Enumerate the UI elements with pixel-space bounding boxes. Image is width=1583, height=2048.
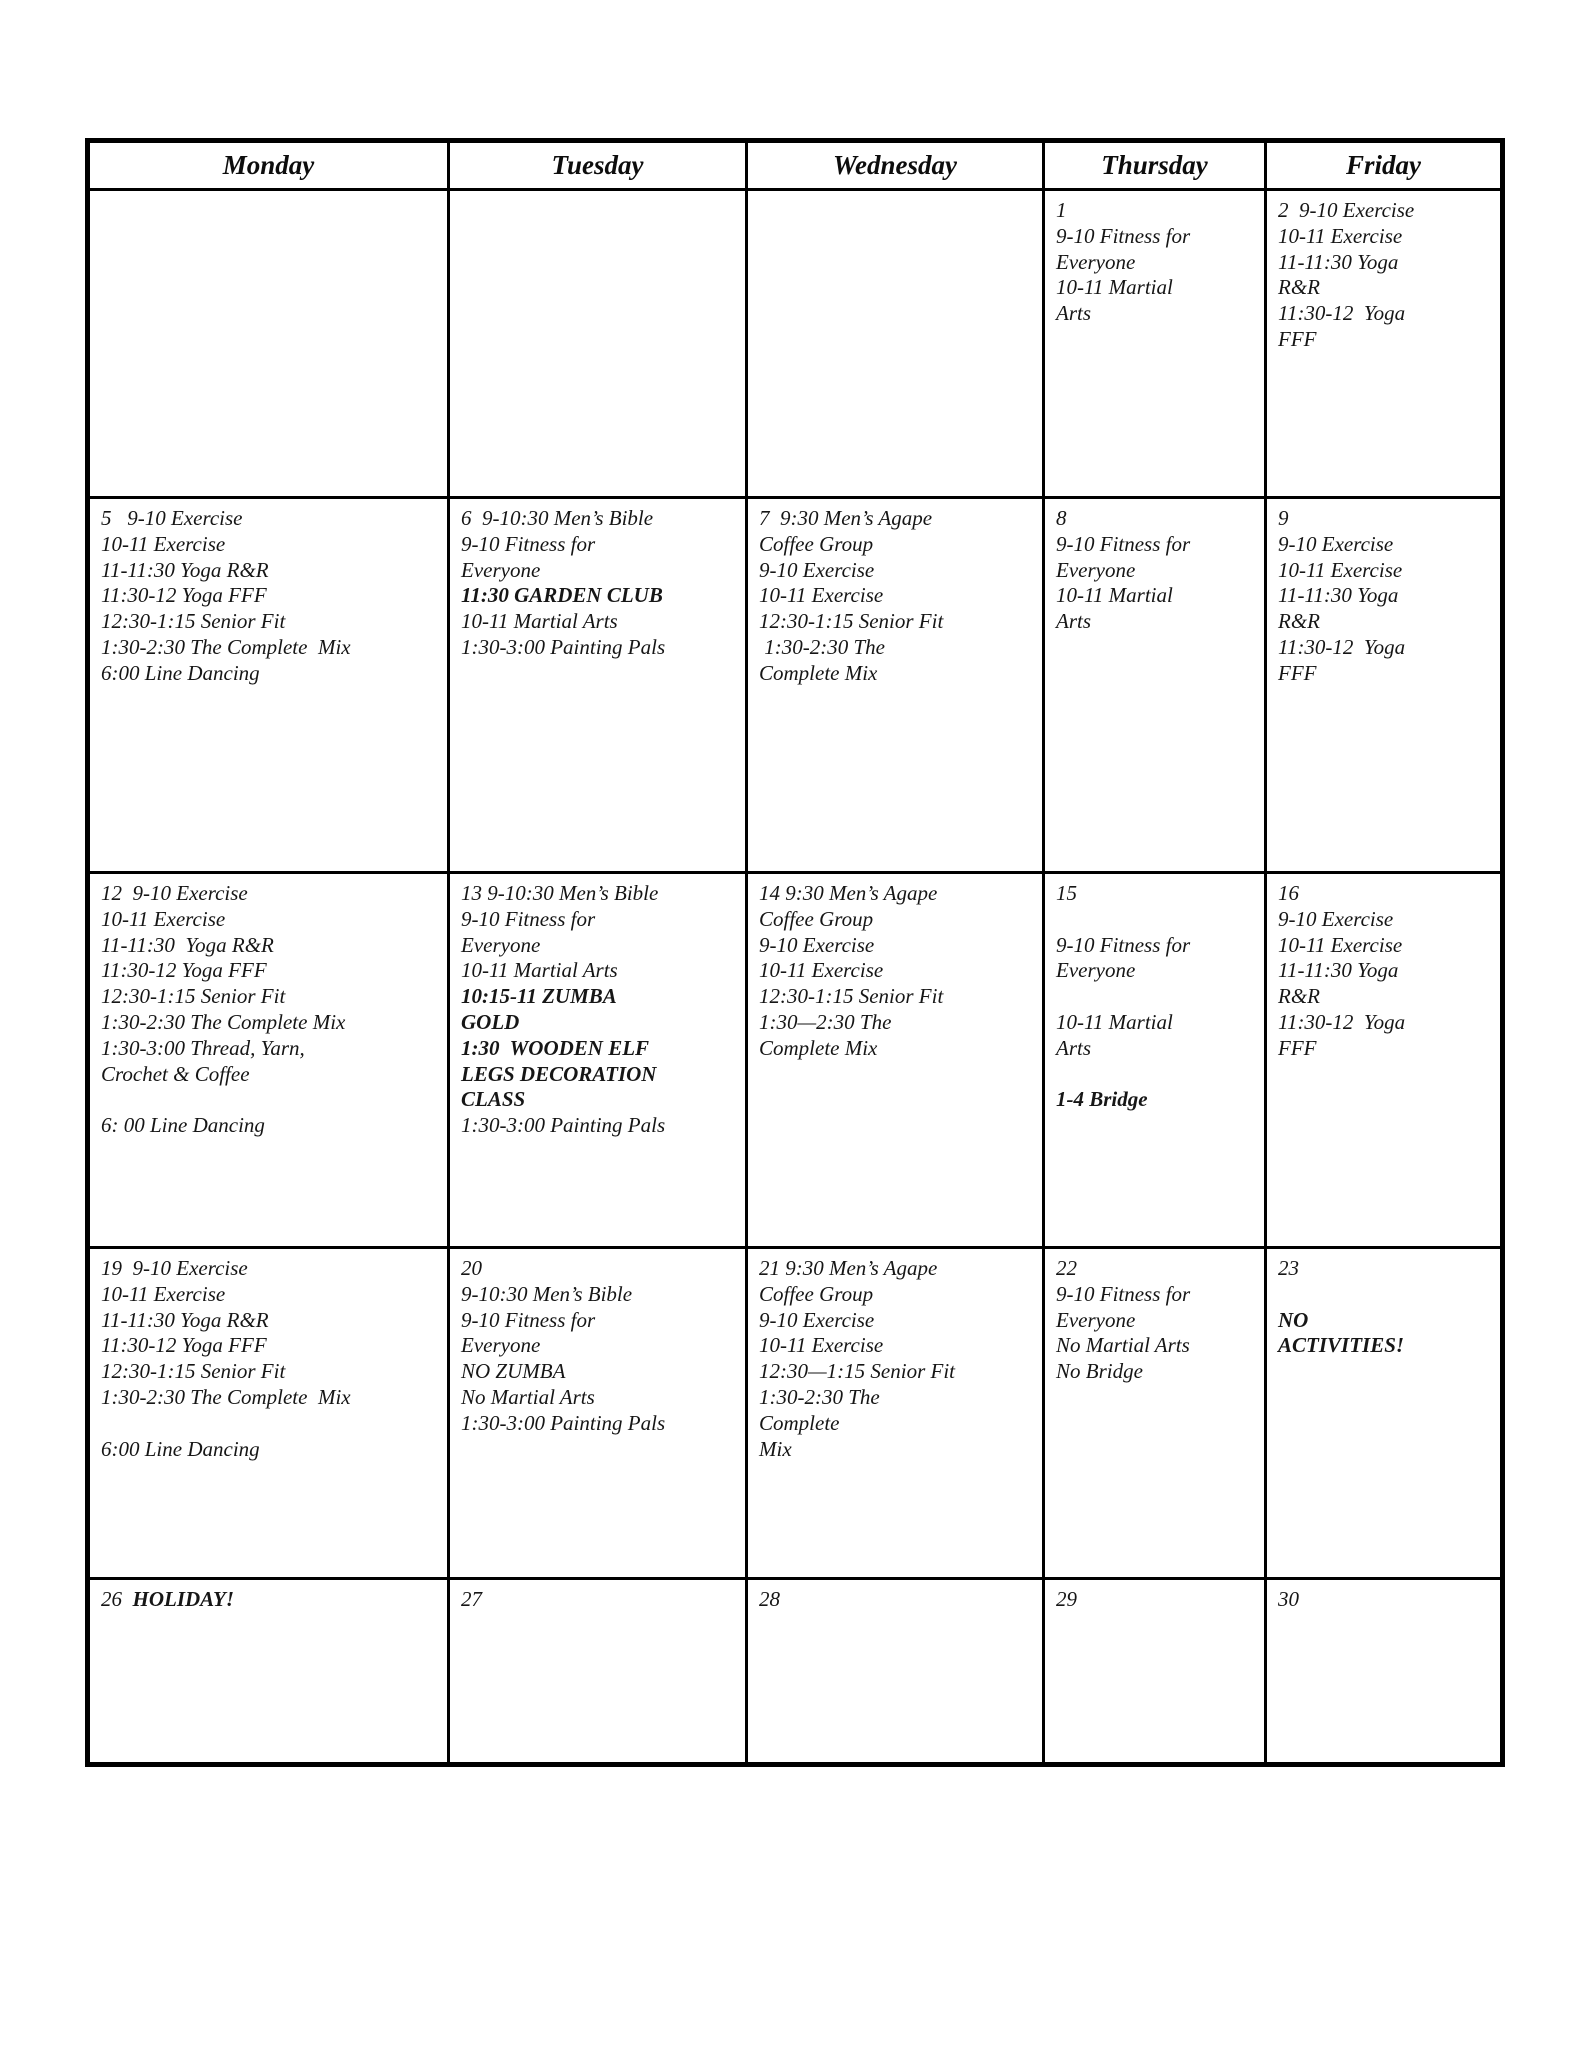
activity-text: 22	[1056, 1256, 1077, 1280]
calendar-cell-day-20	[449, 1248, 747, 1579]
activity-line	[101, 506, 442, 532]
calendar-cell-day-13	[449, 873, 747, 1248]
activity-line	[1056, 1333, 1259, 1359]
activity-line	[461, 1333, 740, 1359]
activity-line	[1278, 558, 1495, 584]
activity-line	[101, 661, 442, 687]
activity-text: Everyone	[1056, 249, 1136, 274]
activity-line	[1056, 1282, 1259, 1308]
activity-text: 11:30-12 Yoga FFF	[101, 1333, 267, 1358]
activity-text-bold: GOLD	[461, 1009, 520, 1034]
activity-line	[461, 1587, 740, 1613]
day-header-wednesday: Wednesday	[747, 141, 1044, 190]
activity-line	[759, 1359, 1037, 1385]
activity-line	[1278, 609, 1495, 635]
activity-line	[1056, 275, 1259, 301]
activity-text: 1:30—2:30 The	[759, 1009, 892, 1034]
blank-line	[101, 1087, 442, 1113]
activity-line	[1278, 881, 1495, 907]
activity-line	[1278, 532, 1495, 558]
activity-text: 11-11:30 Yoga	[1278, 958, 1399, 983]
activity-line	[101, 1256, 442, 1282]
activity-text: Arts	[1056, 1035, 1092, 1060]
activity-text: 21 9:30 Men’s Agape	[759, 1256, 938, 1280]
activity-line	[1278, 933, 1495, 959]
calendar-cell-day-6	[449, 498, 747, 873]
activity-text: 10-11 Exercise	[101, 1281, 226, 1306]
calendar-cell-day-27	[449, 1579, 747, 1765]
activity-text: Arts	[1056, 609, 1092, 634]
activity-line	[101, 583, 442, 609]
activity-line	[461, 1385, 740, 1411]
calendar-cell-day-14	[747, 873, 1044, 1248]
activity-text: Coffee Group	[759, 906, 874, 931]
activity-text: 12:30-1:15 Senior Fit	[759, 984, 944, 1009]
activity-text: Complete	[759, 1410, 840, 1435]
day-header-thursday: Thursday	[1044, 141, 1266, 190]
activity-text: 10-11 Exercise	[759, 583, 884, 608]
activity-text: Everyone	[461, 1333, 541, 1358]
activity-line	[759, 558, 1037, 584]
calendar-cell-day-29	[1044, 1579, 1266, 1765]
day-header-tuesday: Tuesday	[449, 141, 747, 190]
calendar-cell-day-28	[747, 1579, 1044, 1765]
activity-line	[461, 1010, 740, 1036]
calendar-cell-day-1	[1044, 190, 1266, 498]
activity-text: 1:30-3:00 Painting Pals	[461, 634, 666, 659]
activity-text: 11-11:30 Yoga	[1278, 249, 1399, 274]
weekday-header-row	[88, 141, 1503, 190]
activity-line	[759, 1308, 1037, 1334]
activity-text: No Martial Arts	[1056, 1333, 1190, 1358]
activity-line	[1278, 1587, 1495, 1613]
activity-line	[1056, 583, 1259, 609]
activity-text: Everyone	[1056, 1307, 1136, 1332]
activity-text: R&R	[1278, 275, 1320, 300]
activity-text: 11-11:30 Yoga R&R	[101, 932, 274, 957]
activity-text: 9-10 Exercise	[759, 1307, 875, 1332]
activity-line	[759, 661, 1037, 687]
activity-line	[1056, 506, 1259, 532]
activity-line	[1056, 1010, 1259, 1036]
activity-line	[1056, 609, 1259, 635]
activity-line	[759, 1036, 1037, 1062]
activity-text: 12:30-1:15 Senior Fit	[101, 984, 286, 1009]
activity-line	[759, 881, 1037, 907]
activity-text: Everyone	[1056, 958, 1136, 983]
activity-line	[1056, 1308, 1259, 1334]
calendar-cell-day-23	[1266, 1248, 1503, 1579]
activity-text: 1:30-2:30 The Complete Mix	[101, 1009, 346, 1034]
calendar-cell-empty	[747, 190, 1044, 498]
calendar-cell-day-16	[1266, 873, 1503, 1248]
activity-text-bold: 1-4 Bridge	[1056, 1087, 1148, 1112]
activity-text: 1:30-3:00 Painting Pals	[461, 1113, 666, 1138]
activity-line	[101, 1385, 442, 1411]
calendar-cell-day-5	[88, 498, 449, 873]
activity-text: 10-11 Martial Arts	[461, 609, 618, 634]
activity-text-bold: NO	[1278, 1307, 1309, 1332]
activity-text: 9-10 Exercise	[1278, 906, 1394, 931]
activity-text: 9-10 Fitness for	[461, 1307, 596, 1332]
activity-line	[461, 1256, 740, 1282]
activity-text: 10-11 Exercise	[759, 1333, 884, 1358]
activity-text: Arts	[1056, 301, 1092, 326]
activity-text: 8	[1056, 506, 1067, 530]
activity-text: 1:30-2:30 The	[759, 1384, 880, 1409]
activity-line	[1278, 327, 1495, 353]
activity-line	[1056, 532, 1259, 558]
activity-text: 10-11 Martial	[1056, 1009, 1173, 1034]
activity-line	[461, 583, 740, 609]
activity-line	[461, 958, 740, 984]
blank-line	[1056, 907, 1259, 933]
activity-text: Coffee Group	[759, 1281, 874, 1306]
activity-line	[1278, 635, 1495, 661]
activity-text: 26	[101, 1587, 133, 1611]
activity-text: 10-11 Martial	[1056, 275, 1173, 300]
activity-text: Complete Mix	[759, 660, 878, 685]
activity-line	[101, 1282, 442, 1308]
activity-text: 12:30-1:15 Senior Fit	[101, 1359, 286, 1384]
activity-line	[101, 609, 442, 635]
activity-text: 13 9-10:30 Men’s Bible	[461, 881, 659, 905]
blank-line	[1278, 1282, 1495, 1308]
week-row-4	[88, 1248, 1503, 1579]
activity-text: Everyone	[461, 932, 541, 957]
activity-line	[759, 1385, 1037, 1411]
activity-line	[461, 1087, 740, 1113]
activity-text: 10-11 Exercise	[759, 958, 884, 983]
activity-line	[1278, 506, 1495, 532]
activity-text: FFF	[1278, 660, 1317, 685]
activity-line	[461, 1411, 740, 1437]
week-row-5	[88, 1579, 1503, 1765]
activity-line	[101, 558, 442, 584]
activity-text-bold: ACTIVITIES!	[1278, 1333, 1405, 1358]
activity-text: 1:30-2:30 The Complete Mix	[101, 1384, 351, 1409]
activity-line	[101, 984, 442, 1010]
activity-text: 12:30-1:15 Senior Fit	[101, 609, 286, 634]
activity-text: 5 9-10 Exercise	[101, 506, 243, 530]
activity-text-bold: CLASS	[461, 1087, 526, 1112]
activity-text: 11:30-12 Yoga	[1278, 634, 1406, 659]
activity-text: 10-11 Martial	[1056, 583, 1173, 608]
calendar-cell-day-26	[88, 1579, 449, 1765]
activity-text: 9-10 Exercise	[1278, 531, 1394, 556]
activity-line	[759, 609, 1037, 635]
activity-text: R&R	[1278, 984, 1320, 1009]
activity-line	[1278, 583, 1495, 609]
activity-text: 12:30—1:15 Senior Fit	[759, 1359, 955, 1384]
activity-text: 11:30-12 Yoga	[1278, 301, 1406, 326]
activity-line	[461, 1282, 740, 1308]
activity-line	[1278, 275, 1495, 301]
activity-line	[1056, 1087, 1259, 1113]
calendar-cell-day-22	[1044, 1248, 1266, 1579]
activity-text: 9-10 Fitness for	[1056, 932, 1191, 957]
activity-text: Everyone	[1056, 557, 1136, 582]
activity-line	[759, 1437, 1037, 1463]
calendar-cell-day-2	[1266, 190, 1503, 498]
activity-text: Everyone	[461, 557, 541, 582]
activity-line	[1278, 250, 1495, 276]
activity-line	[101, 933, 442, 959]
activity-text: 15	[1056, 881, 1077, 905]
activity-line	[759, 1587, 1037, 1613]
blank-line	[1056, 984, 1259, 1010]
activity-line	[1056, 958, 1259, 984]
activity-text: 11:30-12 Yoga FFF	[101, 958, 267, 983]
activity-line	[759, 907, 1037, 933]
activity-line	[101, 1333, 442, 1359]
activity-calendar-table	[85, 138, 1505, 1767]
activity-line	[759, 1282, 1037, 1308]
activity-text: 10-11 Exercise	[101, 906, 226, 931]
activity-text: 9-10 Exercise	[759, 557, 875, 582]
calendar-cell-day-21	[747, 1248, 1044, 1579]
activity-line	[1278, 661, 1495, 687]
activity-text: No Bridge	[1056, 1359, 1143, 1384]
activity-text: Crochet & Coffee	[101, 1061, 250, 1086]
activity-line	[759, 506, 1037, 532]
activity-text: 20	[461, 1256, 482, 1280]
activity-text-bold: 1:30 WOODEN ELF	[461, 1035, 650, 1060]
activity-text: 16	[1278, 881, 1299, 905]
activity-text: FFF	[1278, 1035, 1317, 1060]
activity-text: 9	[1278, 506, 1289, 530]
activity-line	[461, 1062, 740, 1088]
activity-line	[101, 958, 442, 984]
activity-text: 10-11 Exercise	[1278, 932, 1403, 957]
activity-text: 6:00 Line Dancing	[101, 660, 260, 685]
activity-line	[1278, 198, 1495, 224]
activity-line	[101, 1010, 442, 1036]
activity-line	[461, 635, 740, 661]
activity-text: 11-11:30 Yoga R&R	[101, 557, 269, 582]
activity-line	[1278, 301, 1495, 327]
activity-text-bold: 11:30 GARDEN CLUB	[461, 583, 663, 608]
activity-line	[101, 1359, 442, 1385]
activity-line	[1056, 1587, 1259, 1613]
activity-text: 23	[1278, 1256, 1299, 1280]
activity-text: 19 9-10 Exercise	[101, 1256, 248, 1280]
activity-line	[101, 881, 442, 907]
blank-line	[101, 1411, 442, 1437]
activity-text: Mix	[759, 1436, 792, 1461]
activity-line	[1278, 1333, 1495, 1359]
activity-line	[461, 609, 740, 635]
activity-line	[461, 1036, 740, 1062]
activity-line	[461, 558, 740, 584]
activity-text: 30	[1278, 1587, 1299, 1611]
activity-line	[1056, 301, 1259, 327]
calendar-cell-day-12	[88, 873, 449, 1248]
activity-line	[1056, 224, 1259, 250]
activity-text: 9-10:30 Men’s Bible	[461, 1281, 633, 1306]
calendar-cell-empty	[88, 190, 449, 498]
activity-line	[461, 1113, 740, 1139]
activity-line	[759, 1411, 1037, 1437]
activity-text: 12:30-1:15 Senior Fit	[759, 609, 944, 634]
calendar-cell-day-8	[1044, 498, 1266, 873]
activity-text: 9-10 Fitness for	[1056, 223, 1191, 248]
activity-line	[461, 506, 740, 532]
activity-line	[101, 1113, 442, 1139]
calendar-cell-day-30	[1266, 1579, 1503, 1765]
activity-text: 2 9-10 Exercise	[1278, 198, 1415, 222]
day-header-friday: Friday	[1266, 141, 1503, 190]
activity-line	[1056, 933, 1259, 959]
week-row-2	[88, 498, 1503, 873]
activity-line	[101, 1062, 442, 1088]
activity-text: 11:30-12 Yoga FFF	[101, 583, 267, 608]
activity-text: 28	[759, 1587, 780, 1611]
calendar-cell-day-7	[747, 498, 1044, 873]
activity-line	[1278, 1010, 1495, 1036]
activity-line	[1278, 1308, 1495, 1334]
activity-line	[759, 933, 1037, 959]
calendar-cell-day-15	[1044, 873, 1266, 1248]
activity-text: 10-11 Martial Arts	[461, 958, 618, 983]
activity-text: 1:30-3:00 Painting Pals	[461, 1410, 666, 1435]
activity-text: 11-11:30 Yoga R&R	[101, 1307, 269, 1332]
activity-text: 10-11 Exercise	[1278, 557, 1403, 582]
activity-text: 9-10 Fitness for	[461, 531, 596, 556]
calendar-cell-empty	[449, 190, 747, 498]
activity-line	[1056, 1359, 1259, 1385]
day-header-monday: Monday	[88, 141, 449, 190]
activity-text: Coffee Group	[759, 531, 874, 556]
activity-text: NO ZUMBA	[461, 1359, 566, 1384]
activity-line	[1278, 907, 1495, 933]
activity-line	[759, 635, 1037, 661]
activity-line	[759, 583, 1037, 609]
activity-line	[1278, 224, 1495, 250]
activity-text: 1:30-2:30 The Complete Mix	[101, 634, 351, 659]
activity-line	[101, 532, 442, 558]
activity-text: 1:30-3:00 Thread, Yarn,	[101, 1035, 305, 1060]
activity-text: 6: 00 Line Dancing	[101, 1113, 265, 1138]
activity-text: FFF	[1278, 326, 1317, 351]
activity-line	[101, 907, 442, 933]
activity-text: 6 9-10:30 Men’s Bible	[461, 506, 654, 530]
activity-text: 9-10 Fitness for	[1056, 531, 1191, 556]
calendar-cell-day-9	[1266, 498, 1503, 873]
activity-text: 6:00 Line Dancing	[101, 1436, 260, 1461]
activity-line	[1056, 250, 1259, 276]
activity-line	[101, 1308, 442, 1334]
activity-line	[759, 984, 1037, 1010]
calendar-cell-day-19	[88, 1248, 449, 1579]
activity-line	[1278, 958, 1495, 984]
activity-line	[101, 635, 442, 661]
week-row-1	[88, 190, 1503, 498]
activity-text: Complete Mix	[759, 1035, 878, 1060]
activity-text: 11:30-12 Yoga	[1278, 1009, 1406, 1034]
activity-line	[461, 907, 740, 933]
activity-line	[1278, 984, 1495, 1010]
activity-line	[1056, 1036, 1259, 1062]
activity-line	[461, 1359, 740, 1385]
activity-text-bold: 10:15-11 ZUMBA	[461, 984, 617, 1009]
activity-text: 9-10 Fitness for	[1056, 1281, 1191, 1306]
activity-text: 10-11 Exercise	[1278, 223, 1403, 248]
activity-line	[461, 532, 740, 558]
activity-text: R&R	[1278, 609, 1320, 634]
activity-line	[1056, 198, 1259, 224]
activity-text: 27	[461, 1587, 482, 1611]
activity-line	[1056, 881, 1259, 907]
activity-text: 14 9:30 Men’s Agape	[759, 881, 938, 905]
activity-text: 29	[1056, 1587, 1077, 1611]
activity-line	[101, 1587, 442, 1613]
activity-text: 1:30-2:30 The	[759, 634, 885, 659]
activity-text: 11-11:30 Yoga	[1278, 583, 1399, 608]
blank-line	[1056, 1062, 1259, 1088]
activity-text-bold: HOLIDAY!	[132, 1587, 235, 1611]
activity-line	[101, 1036, 442, 1062]
activity-line	[759, 1333, 1037, 1359]
activity-line	[461, 933, 740, 959]
activity-line	[759, 532, 1037, 558]
activity-text: 12 9-10 Exercise	[101, 881, 248, 905]
activity-text: No Martial Arts	[461, 1384, 595, 1409]
activity-line	[461, 1308, 740, 1334]
week-row-3	[88, 873, 1503, 1248]
activity-text: 1	[1056, 198, 1067, 222]
activity-line	[1278, 1256, 1495, 1282]
activity-text: 7 9:30 Men’s Agape	[759, 506, 933, 530]
activity-line	[1056, 558, 1259, 584]
activity-line	[759, 958, 1037, 984]
activity-line	[759, 1256, 1037, 1282]
activity-line	[759, 1010, 1037, 1036]
activity-line	[1278, 1036, 1495, 1062]
activity-line	[101, 1437, 442, 1463]
activity-line	[461, 881, 740, 907]
activity-text: 9-10 Fitness for	[461, 906, 596, 931]
activity-text-bold: LEGS DECORATION	[461, 1061, 657, 1086]
activity-text: 9-10 Exercise	[759, 932, 875, 957]
activity-line	[461, 984, 740, 1010]
activity-text: 10-11 Exercise	[101, 531, 226, 556]
activity-line	[1056, 1256, 1259, 1282]
